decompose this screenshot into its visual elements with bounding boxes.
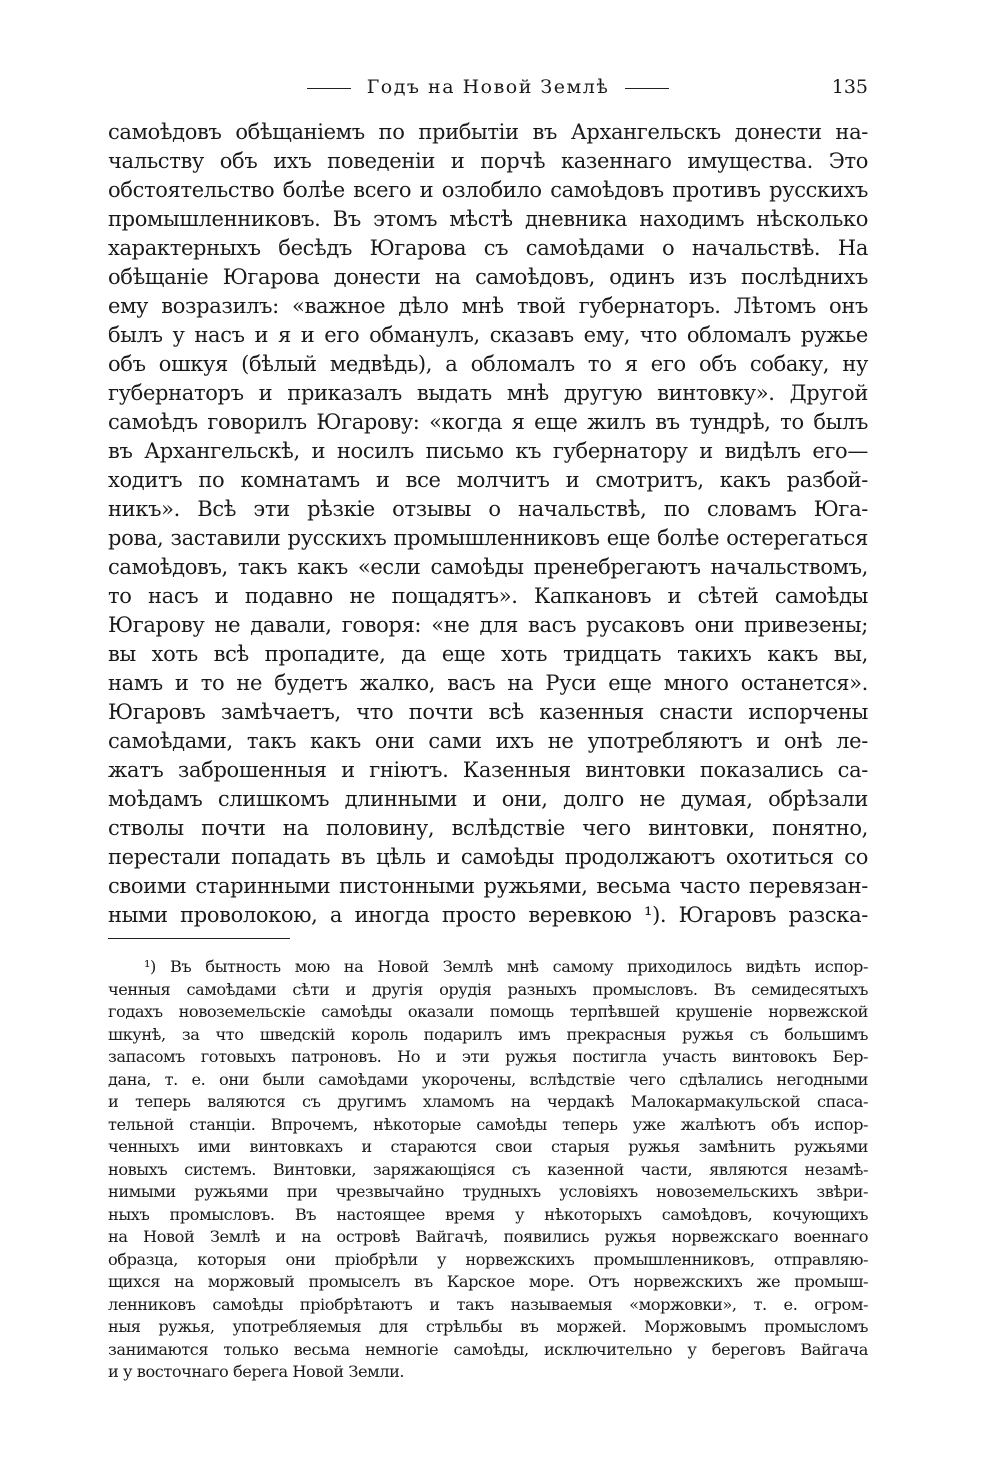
header-dash-right xyxy=(625,88,669,89)
footnote-line: на Новой Землѣ и на островѣ Вайгачѣ, появились ружья норвежскаго военнаго xyxy=(108,1227,868,1246)
footnote-line: годахъ новоземельскіе самоѣды оказали помощь терпѣвшей крушеніе норвежской xyxy=(108,1002,868,1021)
footnote-line: тельной станціи. Впрочемъ, нѣкоторые самоѣды теперь уже жалѣютъ объ испор- xyxy=(108,1114,868,1134)
footnote-line: дана, т. е. они были самоѣдами укорочены, вслѣдствіе чего сдѣлались негодными xyxy=(108,1069,868,1089)
footnote-line: занимаются только весьма немногіе самоѣды, исключительно у береговъ Вайгача xyxy=(108,1339,868,1359)
footnote-line: запасомъ готовыхъ патроновъ. Но и эти ружья постигла участь винтовокъ Бер- xyxy=(108,1047,868,1066)
footnote xyxy=(108,956,868,1384)
footnote-line: и теперь валяются съ другимъ хламомъ на чердакѣ Малокармакульской спаса- xyxy=(108,1092,868,1111)
text-line: губернаторъ и приказалъ выдать мнѣ другую винтовку». Другой xyxy=(108,381,868,405)
header-dash-left xyxy=(307,88,351,89)
footnote-line: ченныхъ ими винтовкахъ и стараются свои старыя ружья замѣнить ружьями xyxy=(108,1137,868,1156)
text-line: самоѣдовъ обѣщаніемъ по прибытіи въ Архангельскъ донести на- xyxy=(108,120,868,144)
text-line: ными проволокою, а иногда просто веревкою ¹). Югаровъ разска- xyxy=(108,903,868,927)
footnote-line: образца, которыя они пріобрѣли у норвежскихъ промышленниковъ, отправляю- xyxy=(108,1249,868,1269)
text-line: намъ и то не будетъ жалко, васъ на Руси еще много останется». xyxy=(108,671,868,695)
footnote-line: шкунѣ, за что шведскій король подарилъ имъ прекрасныя ружья съ большимъ xyxy=(108,1024,868,1044)
running-title: Годъ на Новой Землѣ xyxy=(366,76,610,98)
text-line: ходитъ по комнатамъ и все молчитъ и смотритъ, какъ разбой- xyxy=(108,468,868,492)
text-line: своими старинными пистонными ружьями, весьма часто перевязан- xyxy=(108,874,868,898)
footnote-line: ленниковъ самоѣды пріобрѣтаютъ и такъ называемыя «моржовки», т. е. огром- xyxy=(108,1294,868,1314)
footnote-line: ¹) Въ бытность мою на Новой Землѣ мнѣ самому приходилось видѣть испор- xyxy=(144,957,868,976)
footnote-separator xyxy=(108,938,290,939)
text-line: характерныхъ бесѣдъ Югарова съ самоѣдами о начальствѣ. На xyxy=(108,236,868,260)
footnote-line: новыхъ системъ. Винтовки, заряжающіяся съ казенной части, являются незамѣ- xyxy=(108,1159,868,1179)
text-line: ему возразилъ: «важное дѣло мнѣ твой губернаторъ. Лѣтомъ онъ xyxy=(108,294,868,318)
text-line: то насъ и подавно не пощадятъ». Капкановъ и сѣтей самоѣды xyxy=(108,584,868,608)
text-line: Югарову не давали, говоря: «не для васъ русаковъ они привезены; xyxy=(108,613,868,637)
text-line: вы хоть всѣ пропадите, да еще хоть тридцать такихъ какъ вы, xyxy=(108,642,868,666)
text-line: самоѣдъ говорилъ Югарову: «когда я еще жилъ въ тундрѣ, то былъ xyxy=(108,410,868,434)
footnote-line: ченныя самоѣдами сѣти и другія орудія разныхъ промысловъ. Въ семидесятыхъ xyxy=(108,979,868,999)
text-line: рова, заставили русскихъ промышленниковъ еще болѣе остерегаться xyxy=(108,526,868,550)
footnote-line: ныхъ промысловъ. Въ настоящее время у нѣкоторыхъ самоѣдовъ, кочующихъ xyxy=(108,1204,868,1224)
text-line: въ Архангельскѣ, и носилъ письмо къ губернатору и видѣлъ его— xyxy=(108,439,868,463)
text-line: Югаровъ замѣчаетъ, что почти всѣ казенныя снасти испорчены xyxy=(108,700,868,724)
footnote-line: нимыми ружьями при чрезвычайно трудныхъ условіяхъ новоземельскихъ звѣри- xyxy=(108,1182,868,1201)
main-text xyxy=(108,118,868,930)
page-number: 135 xyxy=(831,76,868,98)
footnote-line: ныя ружья, употребляемыя для стрѣльбы въ моржей. Моржовымъ промысломъ xyxy=(108,1317,868,1336)
text-line: чальству объ ихъ поведеніи и порчѣ казеннаго имущества. Это xyxy=(108,149,868,173)
text-line: обѣщаніе Югарова донести на самоѣдовъ, одинъ изъ послѣднихъ xyxy=(108,265,868,289)
footnote-line: щихся на моржовый промыселъ въ Карское море. Отъ норвежскихъ же промыш- xyxy=(108,1272,868,1291)
text-line: перестали попадать въ цѣль и самоѣды продолжаютъ охотиться со xyxy=(108,845,868,869)
footnote-line: и у восточнаго берега Новой Земли. xyxy=(108,1362,405,1381)
running-head xyxy=(108,76,868,106)
text-line: жатъ заброшенныя и гніютъ. Казенныя винтовки показались са- xyxy=(108,758,868,782)
text-line: самоѣдами, такъ какъ они сами ихъ не употребляютъ и онѣ ле- xyxy=(108,729,868,753)
text-line: обстоятельство болѣе всего и озлобило самоѣдовъ противъ русскихъ xyxy=(108,178,868,202)
text-line: никъ». Всѣ эти рѣзкіе отзывы о начальствѣ, по словамъ Юга- xyxy=(108,497,868,521)
text-line: самоѣдовъ, такъ какъ «если самоѣды пренебрегаютъ начальствомъ, xyxy=(108,555,868,579)
text-line: стволы почти на половину, вслѣдствіе чего винтовки, понятно, xyxy=(108,816,868,840)
text-line: моѣдамъ слишкомъ длинными и они, долго не думая, обрѣзали xyxy=(108,787,868,811)
text-line: промышленниковъ. Въ этомъ мѣстѣ дневника находимъ нѣсколько xyxy=(108,207,868,231)
text-line: объ ошкуя (бѣлый медвѣдь), а обломалъ то я его объ собаку, ну xyxy=(108,352,868,376)
text-line: былъ у насъ и я и его обманулъ, сказавъ ему, что обломалъ ружье xyxy=(108,323,868,347)
